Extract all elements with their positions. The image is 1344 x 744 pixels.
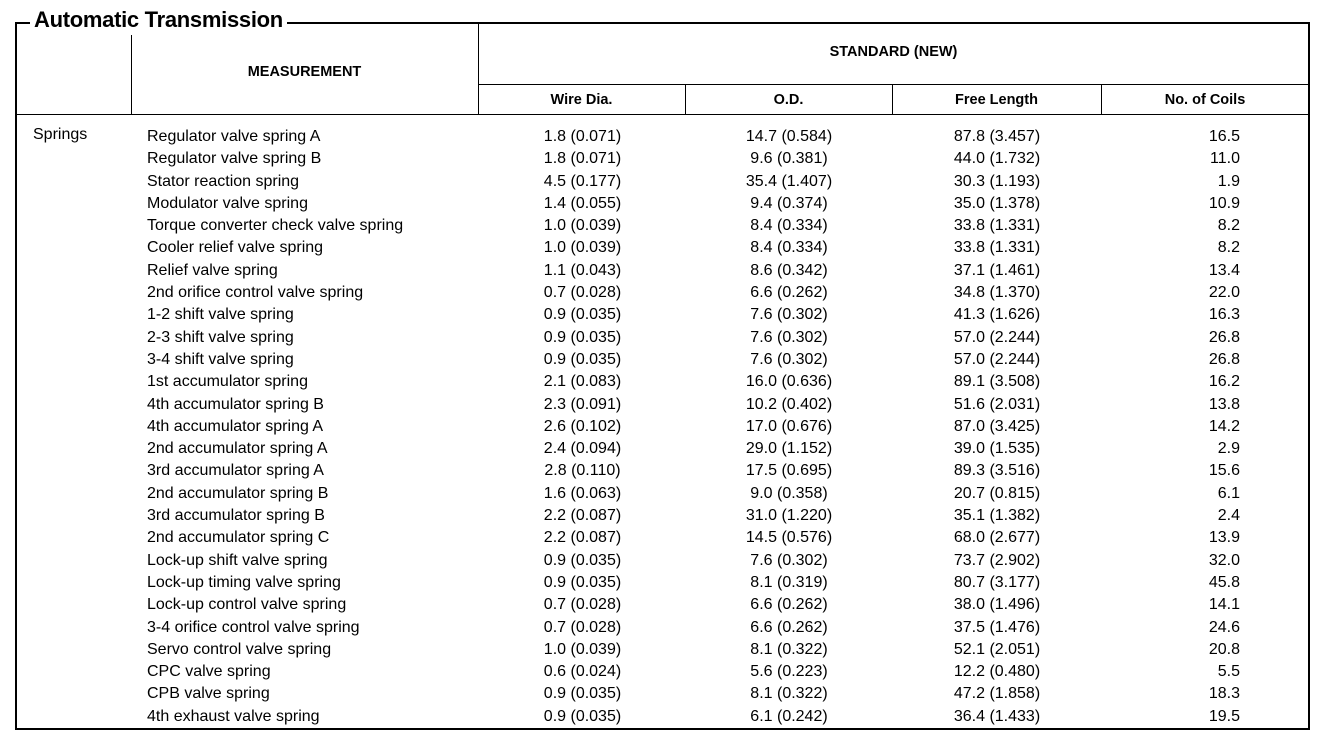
table-row — [0, 594, 1344, 616]
wire-dia-cell: 0.9 (0.035) — [543, 551, 622, 569]
coils-cell: 20.8 — [1208, 640, 1240, 658]
coils-cell: 32.0 — [1208, 551, 1240, 569]
divider-standard — [478, 84, 1309, 85]
measurement-cell: Lock-up shift valve spring — [147, 551, 328, 569]
coils-cell: 15.6 — [1208, 462, 1240, 480]
coils-cell: 24.6 — [1208, 618, 1240, 636]
od-cell: 6.1 (0.242) — [750, 707, 828, 725]
measurement-cell: 4th accumulator spring B — [147, 395, 324, 413]
measurement-cell: 3-4 shift valve spring — [147, 350, 294, 368]
od-cell: 14.5 (0.576) — [745, 529, 833, 547]
coils-cell: 2.4 — [1217, 507, 1240, 525]
divider-header — [16, 114, 1309, 115]
wire-dia-cell: 0.9 (0.035) — [543, 350, 622, 368]
measurement-cell: Regulator valve spring A — [147, 128, 321, 145]
od-cell: 6.6 (0.262) — [750, 596, 828, 614]
free-length-cell: 89.3 (3.516) — [953, 462, 1041, 480]
free-length-cell: 37.1 (1.461) — [953, 261, 1041, 279]
header-standard: STANDARD (NEW) — [829, 44, 958, 60]
table-row — [0, 394, 1344, 416]
od-cell: 14.7 (0.584) — [745, 128, 833, 145]
free-length-cell: 57.0 (2.244) — [953, 350, 1041, 368]
measurement-cell: Stator reaction spring — [147, 172, 300, 190]
free-length-cell: 35.1 (1.382) — [953, 507, 1041, 525]
wire-dia-cell: 0.6 (0.024) — [543, 663, 622, 681]
free-length-cell: 89.1 (3.508) — [953, 373, 1041, 391]
table-row — [0, 327, 1344, 349]
coils-cell: 13.9 — [1208, 529, 1240, 547]
measurement-cell: 2nd accumulator spring C — [147, 529, 330, 547]
measurement-cell: Torque converter check valve spring — [147, 217, 404, 235]
od-cell: 8.6 (0.342) — [750, 261, 828, 279]
wire-dia-cell: 1.6 (0.063) — [543, 484, 622, 502]
coils-cell: 16.2 — [1208, 373, 1240, 391]
coils-cell: 26.8 — [1208, 328, 1240, 346]
wire-dia-cell: 0.9 (0.035) — [543, 685, 622, 703]
table-row — [0, 171, 1344, 193]
measurement-cell: Modulator valve spring — [147, 194, 308, 212]
free-length-cell: 68.0 (2.677) — [953, 529, 1041, 547]
wire-dia-cell: 1.4 (0.055) — [543, 194, 622, 212]
measurement-cell: 2nd accumulator spring A — [147, 440, 328, 458]
wire-dia-cell: 2.2 (0.087) — [543, 529, 622, 547]
free-length-cell: 12.2 (0.480) — [953, 663, 1041, 681]
free-length-cell: 41.3 (1.626) — [953, 306, 1041, 324]
od-cell: 9.4 (0.374) — [750, 194, 828, 212]
table-row — [0, 126, 1344, 148]
od-cell: 9.0 (0.358) — [750, 484, 828, 502]
table-row — [0, 371, 1344, 393]
free-length-cell: 33.8 (1.331) — [953, 217, 1041, 235]
free-length-cell: 87.0 (3.425) — [953, 417, 1041, 435]
wire-dia-cell: 0.9 (0.035) — [543, 306, 622, 324]
measurement-cell: Lock-up control valve spring — [147, 596, 347, 614]
od-cell: 9.6 (0.381) — [750, 150, 828, 168]
header-coils: No. of Coils — [1164, 92, 1246, 108]
wire-dia-cell: 1.8 (0.071) — [543, 128, 622, 145]
coils-cell: 22.0 — [1208, 284, 1240, 302]
measurement-cell: 2nd orifice control valve spring — [147, 284, 364, 302]
table-row — [0, 527, 1344, 549]
measurement-cell: 2nd accumulator spring B — [147, 484, 329, 502]
coils-cell: 45.8 — [1208, 573, 1240, 591]
coils-cell: 18.3 — [1208, 685, 1240, 703]
free-length-cell: 51.6 (2.031) — [953, 395, 1041, 413]
wire-dia-cell: 1.8 (0.071) — [543, 150, 622, 168]
table-row — [0, 639, 1344, 661]
table-row — [0, 416, 1344, 438]
table-row — [0, 148, 1344, 170]
wire-dia-cell: 1.0 (0.039) — [543, 217, 622, 235]
table-row — [0, 550, 1344, 572]
table-row — [0, 706, 1344, 728]
table-row — [0, 349, 1344, 371]
free-length-cell: 33.8 (1.331) — [953, 239, 1041, 257]
free-length-cell: 37.5 (1.476) — [953, 618, 1041, 636]
measurement-cell: 3rd accumulator spring A — [147, 462, 324, 480]
table-row — [0, 260, 1344, 282]
table-row — [0, 661, 1344, 683]
table-row — [0, 460, 1344, 482]
measurement-cell: Lock-up timing valve spring — [147, 573, 341, 591]
header-wire-dia: Wire Dia. — [550, 92, 613, 108]
table-row — [0, 683, 1344, 705]
coils-cell: 16.5 — [1208, 128, 1240, 145]
table-row — [0, 282, 1344, 304]
coils-cell: 14.1 — [1208, 596, 1240, 614]
od-cell: 17.0 (0.676) — [745, 417, 833, 435]
wire-dia-cell: 1.1 (0.043) — [543, 261, 622, 279]
od-cell: 35.4 (1.407) — [745, 172, 833, 190]
measurement-cell: 2-3 shift valve spring — [147, 328, 294, 346]
measurement-cell: CPB valve spring — [147, 685, 270, 703]
table-row — [0, 572, 1344, 594]
od-cell: 8.1 (0.319) — [750, 573, 828, 591]
coils-cell: 26.8 — [1208, 350, 1240, 368]
free-length-cell: 73.7 (2.902) — [953, 551, 1041, 569]
wire-dia-cell: 0.9 (0.035) — [543, 707, 622, 725]
table-row — [0, 505, 1344, 527]
measurement-cell: 1st accumulator spring — [147, 373, 308, 391]
od-cell: 8.1 (0.322) — [750, 640, 828, 658]
coils-cell: 5.5 — [1217, 663, 1240, 681]
measurement-cell: 1-2 shift valve spring — [147, 306, 294, 324]
od-cell: 8.1 (0.322) — [750, 685, 828, 703]
table-row — [0, 304, 1344, 326]
free-length-cell: 44.0 (1.732) — [953, 150, 1041, 168]
table-row — [0, 193, 1344, 215]
coils-cell: 14.2 — [1208, 417, 1240, 435]
free-length-cell: 52.1 (2.051) — [953, 640, 1041, 658]
od-cell: 8.4 (0.334) — [750, 217, 828, 235]
measurement-cell: Servo control valve spring — [147, 640, 332, 658]
wire-dia-cell: 0.7 (0.028) — [543, 284, 622, 302]
od-cell: 16.0 (0.636) — [745, 373, 833, 391]
coils-cell: 1.9 — [1217, 172, 1240, 190]
od-cell: 7.6 (0.302) — [750, 551, 828, 569]
wire-dia-cell: 0.7 (0.028) — [543, 596, 622, 614]
coils-cell: 8.2 — [1217, 239, 1240, 257]
measurement-cell: Cooler relief valve spring — [147, 239, 324, 257]
table-row — [0, 483, 1344, 505]
free-length-cell: 80.7 (3.177) — [953, 573, 1041, 591]
measurement-cell: 4th exhaust valve spring — [147, 707, 320, 725]
table-row — [0, 215, 1344, 237]
od-cell: 7.6 (0.302) — [750, 328, 828, 346]
wire-dia-cell: 2.1 (0.083) — [543, 373, 622, 391]
page-title: Automatic Transmission — [30, 5, 287, 35]
wire-dia-cell: 1.0 (0.039) — [543, 239, 622, 257]
wire-dia-cell: 2.3 (0.091) — [543, 395, 622, 413]
wire-dia-cell: 0.7 (0.028) — [543, 618, 622, 636]
wire-dia-cell: 0.9 (0.035) — [543, 328, 622, 346]
od-cell: 6.6 (0.262) — [750, 618, 828, 636]
header-free-length: Free Length — [955, 92, 1038, 108]
od-cell: 29.0 (1.152) — [745, 440, 833, 458]
od-cell: 7.6 (0.302) — [750, 306, 828, 324]
table-body — [0, 126, 1344, 728]
coils-cell: 10.9 — [1208, 194, 1240, 212]
free-length-cell: 30.3 (1.193) — [953, 172, 1041, 190]
wire-dia-cell: 2.8 (0.110) — [544, 462, 621, 480]
table-row — [0, 237, 1344, 259]
free-length-cell: 20.7 (0.815) — [953, 484, 1041, 502]
category-label: Springs — [33, 126, 88, 143]
measurement-cell: Regulator valve spring B — [147, 150, 322, 168]
wire-dia-cell: 2.2 (0.087) — [543, 507, 622, 525]
wire-dia-cell: 1.0 (0.039) — [543, 640, 622, 658]
od-cell: 10.2 (0.402) — [745, 395, 833, 413]
measurement-cell: Relief valve spring — [147, 261, 278, 279]
od-cell: 8.4 (0.334) — [750, 239, 828, 257]
measurement-cell: 3rd accumulator spring B — [147, 507, 325, 525]
free-length-cell: 34.8 (1.370) — [953, 284, 1041, 302]
free-length-cell: 87.8 (3.457) — [953, 128, 1041, 145]
wire-dia-cell: 0.9 (0.035) — [543, 573, 622, 591]
measurement-cell: CPC valve spring — [147, 663, 271, 681]
coils-cell: 16.3 — [1208, 306, 1240, 324]
free-length-cell: 39.0 (1.535) — [953, 440, 1041, 458]
wire-dia-cell: 4.5 (0.177) — [543, 172, 622, 190]
free-length-cell: 38.0 (1.496) — [953, 596, 1041, 614]
od-cell: 17.5 (0.695) — [745, 462, 833, 480]
od-cell: 5.6 (0.223) — [750, 663, 828, 681]
coils-cell: 13.4 — [1208, 261, 1240, 279]
od-cell: 6.6 (0.262) — [750, 284, 828, 302]
header-measurement: MEASUREMENT — [247, 64, 362, 80]
table-row — [0, 617, 1344, 639]
measurement-cell: 4th accumulator spring A — [147, 417, 324, 435]
table-row — [0, 438, 1344, 460]
free-length-cell: 36.4 (1.433) — [953, 707, 1041, 725]
free-length-cell: 47.2 (1.858) — [953, 685, 1041, 703]
coils-cell: 11.0 — [1210, 150, 1240, 168]
coils-cell: 13.8 — [1208, 395, 1240, 413]
free-length-cell: 35.0 (1.378) — [953, 194, 1041, 212]
coils-cell: 19.5 — [1208, 707, 1240, 725]
od-cell: 31.0 (1.220) — [745, 507, 833, 525]
coils-cell: 8.2 — [1217, 217, 1240, 235]
measurement-cell: 3-4 orifice control valve spring — [147, 618, 360, 636]
wire-dia-cell: 2.6 (0.102) — [543, 417, 622, 435]
header-od: O.D. — [773, 92, 804, 108]
coils-cell: 6.1 — [1217, 484, 1240, 502]
coils-cell: 2.9 — [1217, 440, 1240, 458]
free-length-cell: 57.0 (2.244) — [953, 328, 1041, 346]
od-cell: 7.6 (0.302) — [750, 350, 828, 368]
wire-dia-cell: 2.4 (0.094) — [543, 440, 622, 458]
